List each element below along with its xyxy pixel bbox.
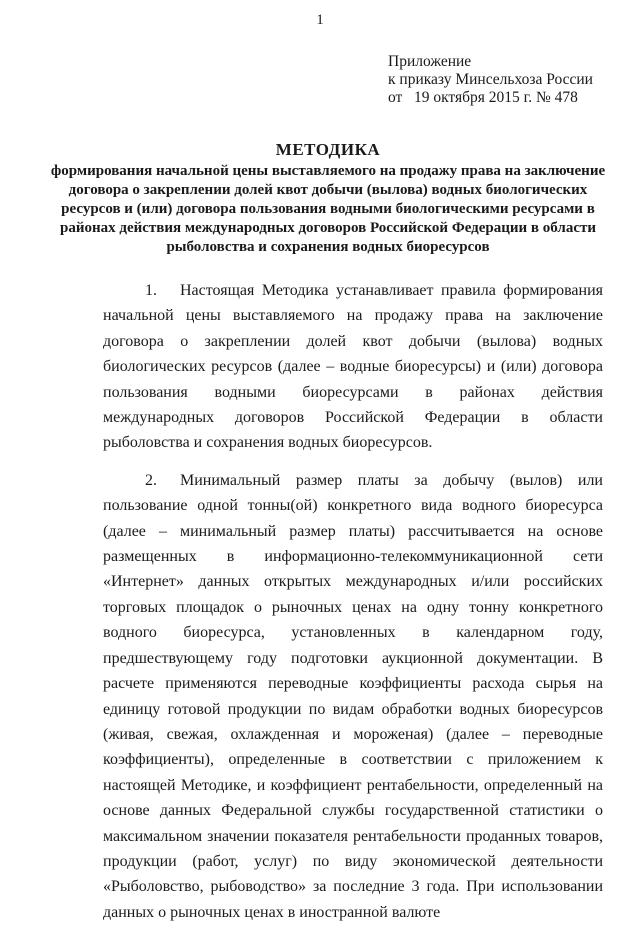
paragraph-number: 2.	[145, 471, 157, 489]
page-number: 1	[316, 12, 324, 28]
title-main: МЕТОДИКА	[275, 140, 381, 159]
appendix-line-3: от 19 октября 2015 г. № 478	[388, 89, 578, 106]
paragraph-number: 1.	[145, 282, 157, 299]
appendix-line-1: Приложение	[388, 53, 472, 70]
body-text	[103, 278, 603, 937]
paragraph-1	[103, 278, 603, 456]
appendix-line-2: к приказу Минсельхоза России	[388, 71, 593, 88]
appendix-reference	[388, 53, 593, 107]
paragraph-text: Минимальный размер платы за добычу (вылов) или пользование одной тонны(ой) конкретного вида водного биоресурса (далее – минимальный размер платы) рассчитывается на основе размещенных в информационно-телекоммуникационной сети «Интернет» данных открытых международных и/или российских торговых площадок о рыночных ценах на одну тонну конкретного водного биоресурса, установленных в календарном году, предшествующему году подготовки аукционной документации. В расчете применяются переводные коэффициенты расхода сырья на единицу готовой продукции по видам обработки водных биоресурсов (живая, свежая, охлажденная и мороженая) (далее – переводные коэффициенты), определенные в соответствии с приложением к настоящей Методике, и коэффициент рентабельности, определенный на основе данных Федеральной службы государственной статистики о максимальном значении показателя рентабельности проданных товаров, продукции (работ, услуг) по виду экономической деятельности «Рыболовство, рыбоводство» за последние 3 года. При использовании данных о рыночных ценах в иностранной валюте	[103, 471, 603, 921]
title-subtitle: формирования начальной цены выставляемого на продажу права на заключение договора о закреплении долей квот добычи (вылова) водных биологических ресурсов и (или) договора пользования водными биологическими ресурсами в районах действия международных договоров Российской Федерации в области рыболовства и сохранения водных биоресурсов	[50, 163, 606, 255]
document-title	[40, 140, 616, 257]
paragraph-text: Настоящая Методика устанавливает правила формирования начальной цены выставляемого на продажу права на заключение договора о закреплении долей квот добычи (вылова) водных биологических ресурсов (далее – водные биоресурсы) и (или) договора пользования водными биоресурсами в районах действия международных договоров Российской Федерации в области рыболовства и сохранения водных биоресурсов.	[103, 282, 603, 452]
paragraph-2	[103, 468, 603, 925]
